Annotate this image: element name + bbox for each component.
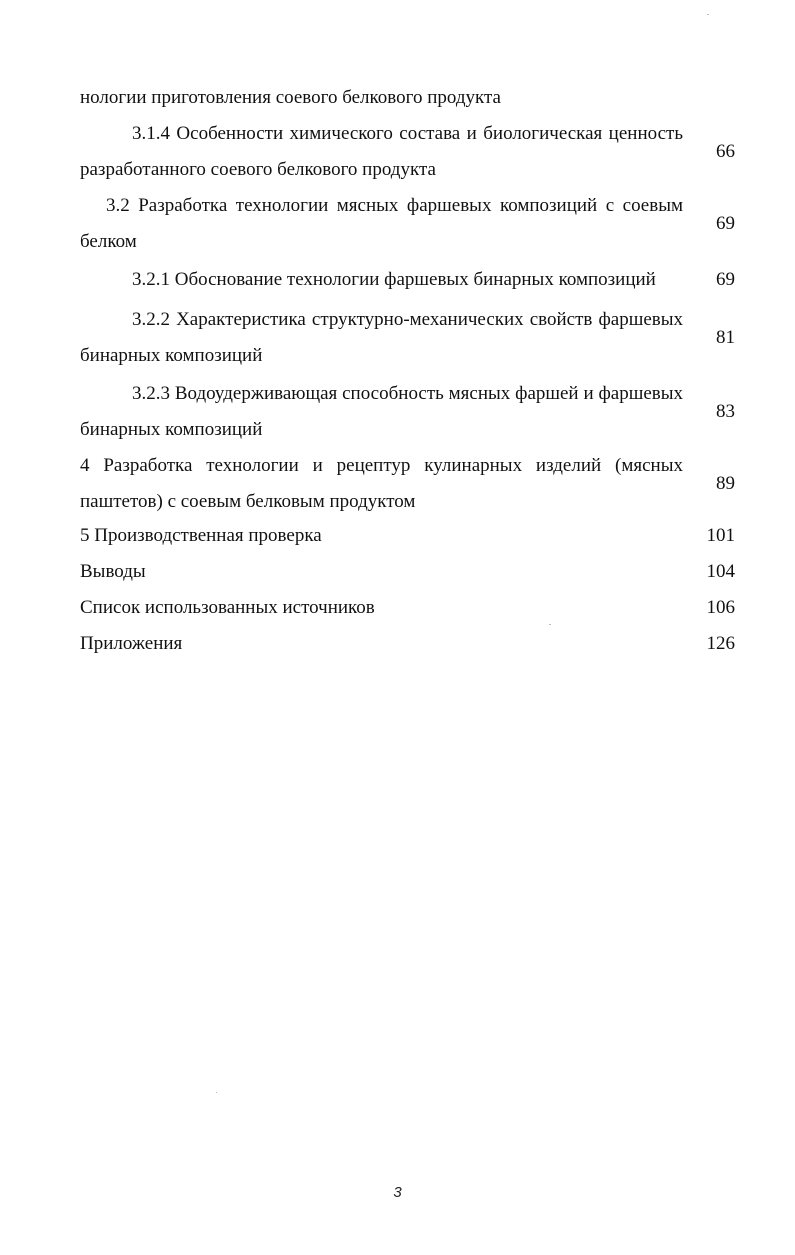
toc-entry-text: 3.1.4 Особенности химического состава и биологическая ценность разработанного соевого белкового продукта [80,123,683,180]
toc-entry-text: нологии приготовления соевого белкового продукта [80,87,501,108]
toc-entry-text: 3.2.2 Характеристика структурно-механических свойств фаршевых бинарных композиций [80,309,683,366]
toc-entry-text: Список использованных источников [80,597,375,618]
toc-entry-page: 69 [716,213,735,234]
toc-entry-text: Выводы [80,561,146,582]
toc-entry-page: 101 [706,525,735,546]
toc-entry-3-2-3 [80,376,735,448]
toc-entry-3-2-2 [80,302,735,374]
toc-entry-3-2-1 [80,262,735,298]
toc-entry-page: 83 [716,401,735,422]
toc-entry-3-1-4 [80,116,735,188]
scan-speck [216,1092,217,1093]
toc-entry-page: 69 [716,269,735,290]
toc-entry-text: 3.2 Разработка технологии мясных фаршевых композиций с соевым белком [80,195,683,252]
toc-entry-page: 81 [716,327,735,348]
toc-entry-conclusions [80,554,735,590]
toc-entry-text: 5 Производственная проверка [80,525,322,546]
toc-entry-continuation [80,80,735,116]
toc-entry-text: 3.2.3 Водоудерживающая способность мясных фаршей и фаршевых бинарных композиций [80,383,683,440]
toc-entry-5 [80,518,735,554]
toc-entry-references [80,590,735,626]
toc-entry-page: 66 [716,141,735,162]
page-number: 3 [393,1184,402,1201]
toc-entry-page: 104 [706,561,735,582]
toc-entry-text: 4 Разработка технологии и рецептур кулинарных изделий (мясных паштетов) с соевым белковым продуктом [80,455,683,512]
toc-entry-text: 3.2.1 Обоснование технологии фаршевых бинарных композиций [132,269,656,290]
scan-speck [707,14,709,15]
toc-entry-appendices [80,626,735,662]
toc-entry-text: Приложения [80,633,183,654]
toc-entry-page: 89 [716,473,735,494]
scan-speck [549,624,551,625]
toc-entry-page: 106 [706,597,735,618]
toc-entry-3-2 [80,188,735,260]
toc-entry-4 [80,448,735,520]
toc-entry-page: 126 [706,633,735,654]
